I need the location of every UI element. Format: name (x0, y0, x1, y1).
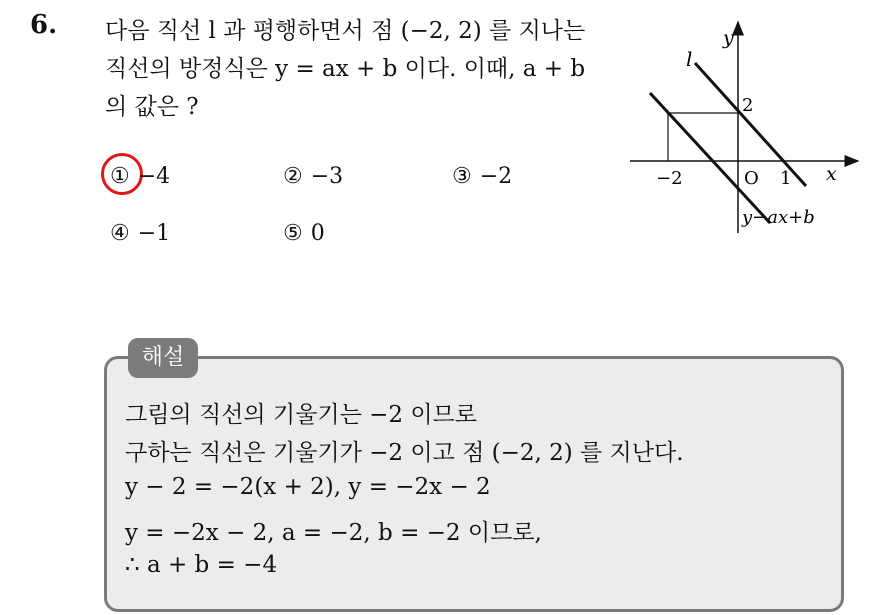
choice-1-mark: ① (110, 164, 130, 189)
solution-tag: 해설 (128, 338, 198, 378)
choice-3[interactable] (452, 164, 512, 189)
choice-2-mark: ② (283, 164, 303, 189)
solution-line-1: 그림의 직선의 기울기는 −2 이므로 (125, 402, 477, 428)
y-axis-label: y (723, 27, 734, 49)
origin-label: O (744, 168, 759, 189)
solution-line-4: y = −2x − 2, a = −2, b = −2 이므로, (125, 520, 542, 546)
choice-4-mark: ④ (110, 221, 130, 246)
choice-1[interactable] (110, 164, 170, 189)
question-text-line-2: 직선의 방정식은 y = ax + b 이다. 이때, a + b (105, 56, 586, 82)
choice-2-value: −3 (310, 164, 344, 189)
x-axis-label: x (826, 163, 837, 185)
x-tick-neg2: −2 (656, 168, 683, 189)
choice-5-value: 0 (310, 221, 325, 246)
choice-5[interactable] (283, 221, 325, 246)
choice-3-mark: ③ (452, 164, 472, 189)
equation-label: y−ax+b (742, 207, 815, 228)
line-l-label: l (686, 47, 693, 71)
question-text-line-1: 다음 직선 l 과 평행하면서 점 (−2, 2) 를 지나는 (105, 18, 586, 44)
x-tick-1: 1 (780, 168, 792, 189)
question-text-line-3: 의 값은 ? (105, 94, 199, 120)
choice-5-mark: ⑤ (283, 221, 303, 246)
solution-line-2: 구하는 직선은 기울기가 −2 이고 점 (−2, 2) 를 지난다. (125, 440, 684, 466)
choice-4[interactable] (110, 221, 170, 246)
choice-1-value: −4 (137, 164, 171, 189)
choice-2[interactable] (283, 164, 343, 189)
guide-lines (668, 113, 738, 161)
line-graph (630, 18, 870, 238)
question-number: 6. (30, 10, 58, 40)
y-tick-2: 2 (742, 95, 754, 116)
choice-4-value: −1 (137, 221, 171, 246)
choice-3-value: −2 (479, 164, 513, 189)
solution-line-5: ∴ a + b = −4 (125, 552, 278, 578)
solution-line-3: y − 2 = −2(x + 2), y = −2x − 2 (125, 474, 491, 500)
